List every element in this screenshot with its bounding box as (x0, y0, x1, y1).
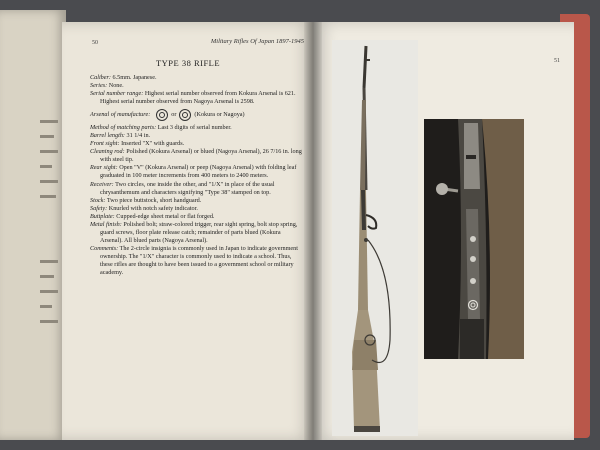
spec-metal-finish: Metal finish: Polished bolt; straw-colored trigger, rear sight spring, bolt stop spring, guard screws, floor plate release catch; remainder of parts blued (Kokura Arsenal). All blued parts (Nagoya Arsenal). (90, 220, 298, 244)
spec-receiver: Receiver: Two circles, one inside the other, and "1/X" in place of the usual chrysanthemum and characters signifying "Type 38" stamped on top. (90, 180, 275, 196)
spec-front-sight: Front sight: Inserted "X" with guards. (90, 140, 185, 148)
previous-book-page-edge (0, 10, 66, 440)
spec-rear-sight: Rear sight: Open "V" (Kokura Arsenal) or peep (Nagoya Arsenal) with folding leaf graduated in 100 meter increments from 400 meters to 2400 meters. (90, 164, 297, 180)
receiver-closeup-photo (424, 119, 524, 359)
nagoya-arsenal-emblem-icon (179, 109, 191, 121)
spec-matching-parts: Method of matching parts: Last 3 digits of serial number. (90, 124, 232, 132)
book-spine-shadow (304, 22, 322, 440)
full-rifle-photo (332, 40, 418, 436)
spec-caliber: Caliber: 6.5mm. Japanese. (90, 74, 157, 81)
spec-safety: Safety: Knurled with notch safety indicator. (90, 204, 198, 212)
spec-serial-range: Serial number range: Highest serial number observed from Kokura Arsenal is 621. Highest serial number observed from Nagoya Arsenal is 2598. (90, 90, 296, 106)
spec-comments: Comments: The 2-circle insignia is commonly used in Japan to indicate government ownership. The "1/X" character is commonly used to indicate a school. Thus, these rifles are thought to have been issued to a government school or military academy. (90, 244, 298, 277)
page-title: TYPE 38 RIFLE (155, 58, 221, 68)
spec-barrel-length: Barrel length: 31 1/4 in. (90, 132, 151, 140)
spec-series: Series: None. (90, 82, 124, 90)
spec-cleaning-rod: Cleaning rod: Polished (Kokura Arsenal) or blued (Nagoya Arsenal), 26 7/16 in. long with steel tip. (90, 148, 302, 164)
page-number-right: 51 (554, 58, 560, 64)
kokura-arsenal-emblem-icon (156, 109, 168, 121)
running-header: Military Rifles Of Japan 1897-1945 (210, 38, 304, 45)
spec-stock: Stock: Two piece buttstock, short handguard. (90, 196, 202, 204)
right-page (314, 22, 574, 440)
spec-arsenal: Arsenal of manufacture: or (Kokura or Nagoya) (90, 109, 304, 121)
left-page (62, 22, 314, 440)
spec-list (90, 74, 304, 277)
spec-buttplate: Buttplate: Cupped-edge sheet metal or flat forged. (90, 212, 215, 220)
page-number-left: 50 (92, 40, 98, 46)
